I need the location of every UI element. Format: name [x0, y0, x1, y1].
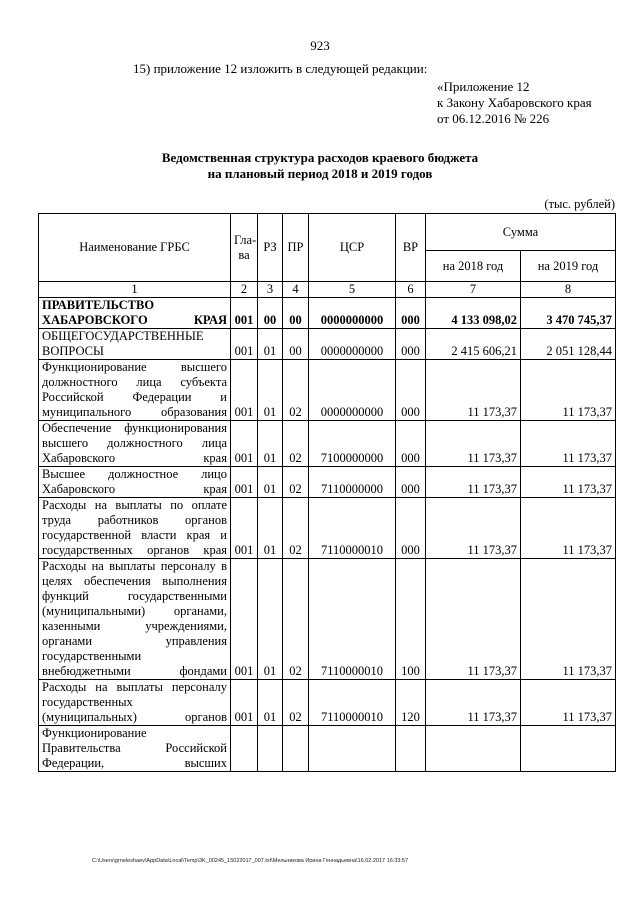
table-row: [39, 360, 616, 421]
header-sum: Сумма: [426, 214, 616, 251]
cell-vr: 000: [396, 329, 426, 360]
cell-vr: 000: [396, 298, 426, 329]
cell-vr: 000: [396, 360, 426, 421]
cell-vr: 120: [396, 680, 426, 726]
header-csr: ЦСР: [309, 214, 396, 282]
cell-name: Расходы на выплаты персоналу государственных (муниципальных) органов: [39, 680, 231, 726]
column-number: 1: [39, 282, 231, 298]
cell-rz: 01: [258, 680, 283, 726]
budget-table: [38, 213, 616, 772]
cell-rz: [258, 726, 283, 772]
appendix-line: к Закону Хабаровского края: [437, 95, 592, 110]
cell-2018: 4 133 098,02: [426, 298, 521, 329]
column-number: 8: [521, 282, 616, 298]
cell-glava: 001: [231, 498, 258, 559]
cell-name: Высшее должностное лицо Хабаровского края: [39, 467, 231, 498]
cell-vr: 100: [396, 559, 426, 680]
column-number: 5: [309, 282, 396, 298]
table-row: [39, 559, 616, 680]
header-vr: ВР: [396, 214, 426, 282]
column-number: 2: [231, 282, 258, 298]
cell-2018: 11 173,37: [426, 360, 521, 421]
cell-csr: 7110000010: [309, 680, 396, 726]
cell-2018: 11 173,37: [426, 680, 521, 726]
cell-2019: 2 051 128,44: [521, 329, 616, 360]
cell-pr: 02: [283, 680, 309, 726]
cell-pr: 02: [283, 360, 309, 421]
table-row: [39, 680, 616, 726]
cell-2018: [426, 726, 521, 772]
cell-glava: 001: [231, 559, 258, 680]
cell-glava: 001: [231, 329, 258, 360]
cell-csr: 0000000000: [309, 360, 396, 421]
cell-name: ОБЩЕГОСУДАРСТВЕННЫЕ ВОПРОСЫ: [39, 329, 231, 360]
cell-pr: 02: [283, 498, 309, 559]
cell-name: ПРАВИТЕЛЬСТВО ХАБАРОВСКОГО КРАЯ: [39, 298, 231, 329]
cell-2018: 11 173,37: [426, 559, 521, 680]
cell-2019: 11 173,37: [521, 467, 616, 498]
column-number: 7: [426, 282, 521, 298]
cell-rz: 01: [258, 421, 283, 467]
cell-rz: 01: [258, 329, 283, 360]
intro-text: 15) приложение 12 изложить в следующей редакции:: [133, 61, 428, 76]
header-pr: ПР: [283, 214, 309, 282]
table-row: [39, 421, 616, 467]
title-line: на плановый период 2018 и 2019 годов: [207, 166, 433, 181]
units-label: (тыс. рублей): [544, 197, 615, 211]
cell-vr: 000: [396, 467, 426, 498]
cell-name: Функционирование Правительства Российской Федерации, высших: [39, 726, 231, 772]
cell-glava: [231, 726, 258, 772]
document-title: [0, 150, 640, 182]
cell-glava: 001: [231, 680, 258, 726]
cell-glava: 001: [231, 360, 258, 421]
table-row: [39, 467, 616, 498]
cell-name: Обеспечение функционирования высшего должностного лица Хабаровского края: [39, 421, 231, 467]
cell-pr: 02: [283, 467, 309, 498]
cell-pr: 02: [283, 559, 309, 680]
cell-pr: 00: [283, 329, 309, 360]
cell-rz: 01: [258, 559, 283, 680]
column-number: 3: [258, 282, 283, 298]
cell-2019: 11 173,37: [521, 559, 616, 680]
cell-vr: [396, 726, 426, 772]
title-line: Ведомственная структура расходов краевого бюджета: [161, 150, 479, 165]
cell-csr: 7110000010: [309, 559, 396, 680]
cell-csr: 7110000000: [309, 467, 396, 498]
column-number: 6: [396, 282, 426, 298]
column-number: 4: [283, 282, 309, 298]
header-glava: Гла-ва: [231, 214, 258, 282]
cell-2019: 11 173,37: [521, 360, 616, 421]
cell-2018: 11 173,37: [426, 498, 521, 559]
cell-csr: 0000000000: [309, 298, 396, 329]
table-row: [39, 498, 616, 559]
cell-2019: 11 173,37: [521, 680, 616, 726]
table-row: [39, 726, 616, 772]
cell-name: Расходы на выплаты по оплате труда работников органов государственной власти края и государственных органов края: [39, 498, 231, 559]
cell-rz: 01: [258, 467, 283, 498]
cell-name: Функционирование высшего должностного лица субъекта Российской Федерации и муниципального образования: [39, 360, 231, 421]
appendix-line: от 06.12.2016 № 226: [437, 111, 550, 126]
cell-glava: 001: [231, 298, 258, 329]
cell-glava: 001: [231, 421, 258, 467]
cell-name: Расходы на выплаты персоналу в целях обеспечения выполнения функций государственными (муниципальными) органами, казенными учреждениями, органами управления государственными внебюджетными фондами: [39, 559, 231, 680]
cell-2018: 2 415 606,21: [426, 329, 521, 360]
file-path-footer: C:\Users\grneleshaev\AppData\Local\Temp\3K_00245_15022017_007.txt\Мельникова Ирина Геннадьевна\16.02.2017 16:33:57: [92, 858, 409, 864]
table-header-row: [39, 214, 616, 251]
header-year-2019: на 2019 год: [521, 251, 616, 282]
cell-2019: 11 173,37: [521, 498, 616, 559]
cell-pr: [283, 726, 309, 772]
appendix-line: «Приложение 12: [437, 79, 530, 94]
cell-vr: 000: [396, 421, 426, 467]
header-year-2018: на 2018 год: [426, 251, 521, 282]
cell-csr: 7100000000: [309, 421, 396, 467]
cell-2019: [521, 726, 616, 772]
cell-2019: 3 470 745,37: [521, 298, 616, 329]
cell-rz: 01: [258, 498, 283, 559]
cell-rz: 01: [258, 360, 283, 421]
cell-csr: 7110000010: [309, 498, 396, 559]
table-row: [39, 329, 616, 360]
header-name: Наименование ГРБС: [39, 214, 231, 282]
cell-csr: [309, 726, 396, 772]
cell-2019: 11 173,37: [521, 421, 616, 467]
header-rz: РЗ: [258, 214, 283, 282]
page-number: 923: [310, 38, 330, 53]
cell-glava: 001: [231, 467, 258, 498]
cell-2018: 11 173,37: [426, 467, 521, 498]
cell-pr: 00: [283, 298, 309, 329]
cell-csr: 0000000000: [309, 329, 396, 360]
cell-2018: 11 173,37: [426, 421, 521, 467]
appendix-reference: [437, 79, 592, 127]
table-row: [39, 298, 616, 329]
cell-vr: 000: [396, 498, 426, 559]
cell-rz: 00: [258, 298, 283, 329]
cell-pr: 02: [283, 421, 309, 467]
column-number-row: [39, 282, 616, 298]
